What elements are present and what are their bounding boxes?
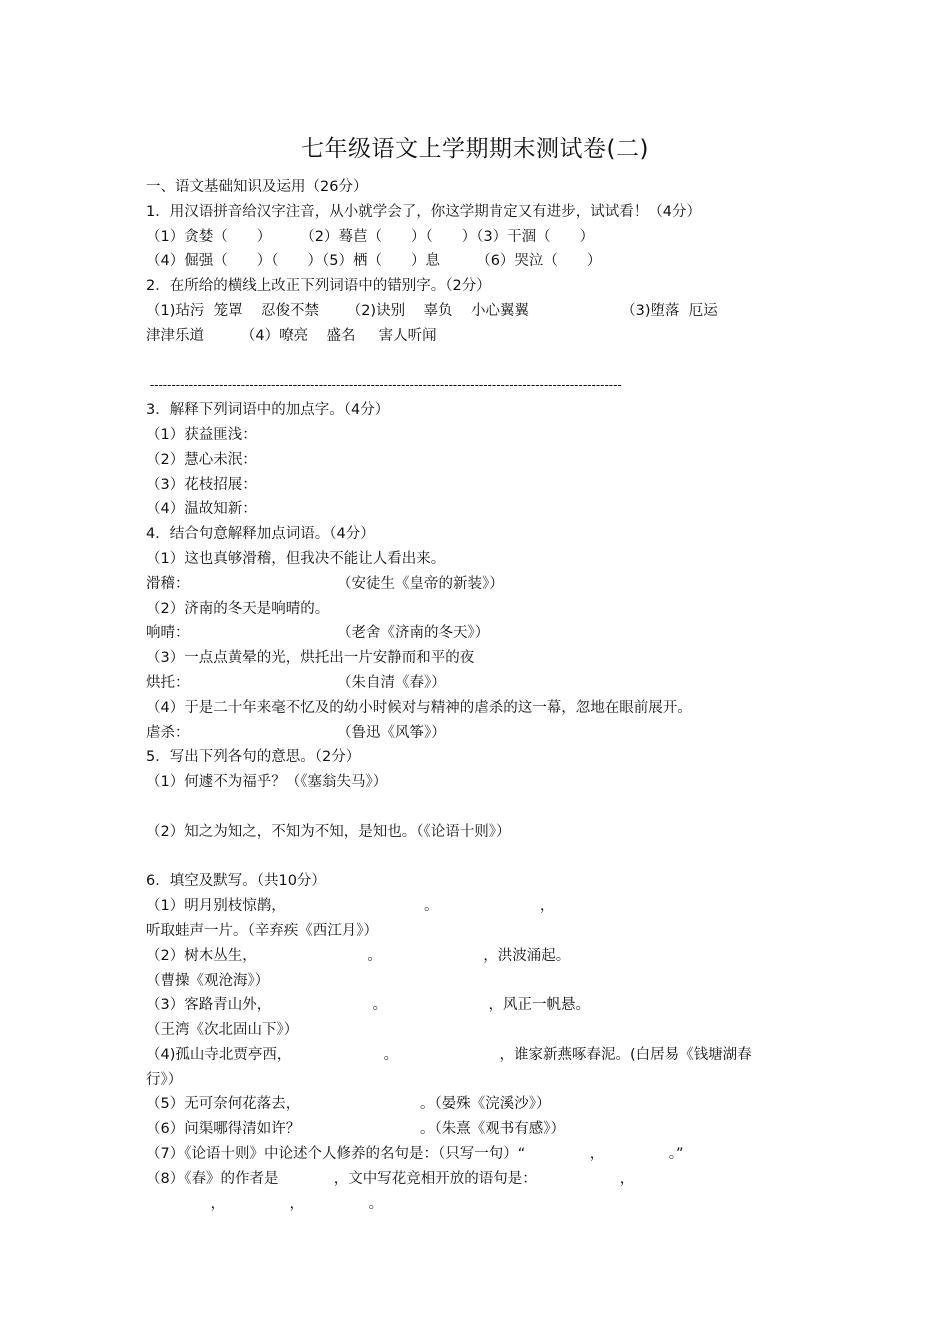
question-4-answer-3: 烘托： （朱自清《春》）: [146, 674, 446, 691]
question-6-item-2-cont: （曹操《观沧海》）: [146, 972, 270, 989]
question-6-item-8: （8）《春》的作者是 ，文中写花竞相开放的语句是： ，: [146, 1170, 635, 1187]
question-6-item-5: （5）无可奈何花落去， 。（晏殊《浣溪沙》）: [146, 1096, 551, 1113]
question-1-row-2: （4）倔强（ ）（ ）（5）栖（ ）息 （6）哭泣（ ）: [146, 253, 602, 270]
question-6-item-6: （6）问渠哪得清如许？ 。（朱熹《观书有感》）: [146, 1121, 566, 1138]
question-3-item-3: （3）花枝招展：: [146, 476, 257, 493]
dashed-answer-line: -------------------------------------------------------------------------------------------------------------: [146, 378, 622, 393]
page-title: 七年级语文上学期期末测试卷(二): [301, 136, 649, 162]
question-4: 4．结合句意解释加点词语。（4分）: [146, 526, 375, 543]
question-6: 6．填空及默写。（共10分）: [146, 873, 326, 890]
question-4-sentence-3: （3）一点点黄晕的光，烘托出一片安静而和平的夜: [146, 650, 475, 667]
question-6-item-1: （1）明月别枝惊鹊， 。 ，: [146, 898, 555, 915]
question-4-sentence-1: （1）这也真够滑稽，但我决不能让人看出来。: [146, 550, 446, 567]
question-1: 1．用汉语拼音给汉字注音，从小就学会了，你这学期肯定又有进步，试试看！（4分）: [146, 203, 701, 220]
question-2-row-1: （1)玷污 笼罩 忍俊不禁 （2)诀别 辜负 小心翼翼 （3)堕落 厄运: [146, 302, 718, 319]
blank-line: [146, 845, 814, 870]
question-3-item-1: （1）获益匪浅：: [146, 426, 257, 443]
question-2-row-2: 津津乐道 （4）嘹亮 盛名 害人听闻: [146, 327, 437, 344]
question-5: 5．写出下列各句的意思。（2分）: [146, 749, 361, 766]
question-2: 2．在所给的横线上改正下列词语中的错别字。（2分）: [146, 278, 491, 295]
question-3-item-4: （4）温故知新：: [146, 501, 257, 518]
question-6-item-2: （2）树木丛生， 。 ，洪波涌起。: [146, 947, 571, 964]
question-6-item-3: （3）客路青山外， 。 ，风正一帆悬。: [146, 997, 591, 1014]
question-4-answer-1: 滑稽： （安徒生《皇帝的新装》）: [146, 575, 504, 592]
question-5-item-2: （2）知之为知之，不知为不知，是知也。（《论语十则》）: [146, 823, 511, 840]
question-6-item-3-cont: （王湾《次北固山下》）: [146, 1022, 299, 1039]
question-6-item-8-cont: ， ， 。: [146, 1195, 384, 1212]
question-3: 3．解释下列词语中的加点字。（4分）: [146, 402, 390, 419]
question-6-item-4-cont: 行》）: [146, 1071, 183, 1088]
question-6-item-4: （4)孤山寺北贾亭西， 。 ，谁家新燕啄春泥。(白居易《钱塘湖春: [146, 1046, 752, 1063]
exam-content: [146, 175, 814, 1216]
question-3-item-2: （2）慧心未泯：: [146, 451, 257, 468]
question-4-sentence-4: （4）于是二十年来毫不忆及的幼小时候对与精神的虐杀的这一幕，忽地在眼前展开。: [146, 699, 692, 716]
question-6-item-1-cont: 听取蛙声一片。（辛弃疾《西江月》）: [146, 922, 378, 939]
question-6-item-7: （7）《论语十则》中论述个人修养的名句是：（只写一句）“ ， 。”: [146, 1146, 684, 1163]
blank-line: [146, 795, 814, 820]
question-4-sentence-2: （2）济南的冬天是响晴的。: [146, 600, 330, 617]
question-1-row-1: （1）贪婪（ ） （2）蓦苣（ ）（ ）（3）干涸（ ）: [146, 228, 595, 245]
section-heading: 一、语文基础知识及运用（26分）: [146, 179, 368, 195]
question-4-answer-2: 响晴： （老舍《济南的冬天》）: [146, 625, 490, 642]
question-5-item-1: （1）何遽不为福乎？（《塞翁失马》）: [146, 774, 388, 791]
question-4-answer-4: 虐杀： （鲁迅《风筝》）: [146, 724, 446, 741]
blank-line: [146, 349, 814, 374]
